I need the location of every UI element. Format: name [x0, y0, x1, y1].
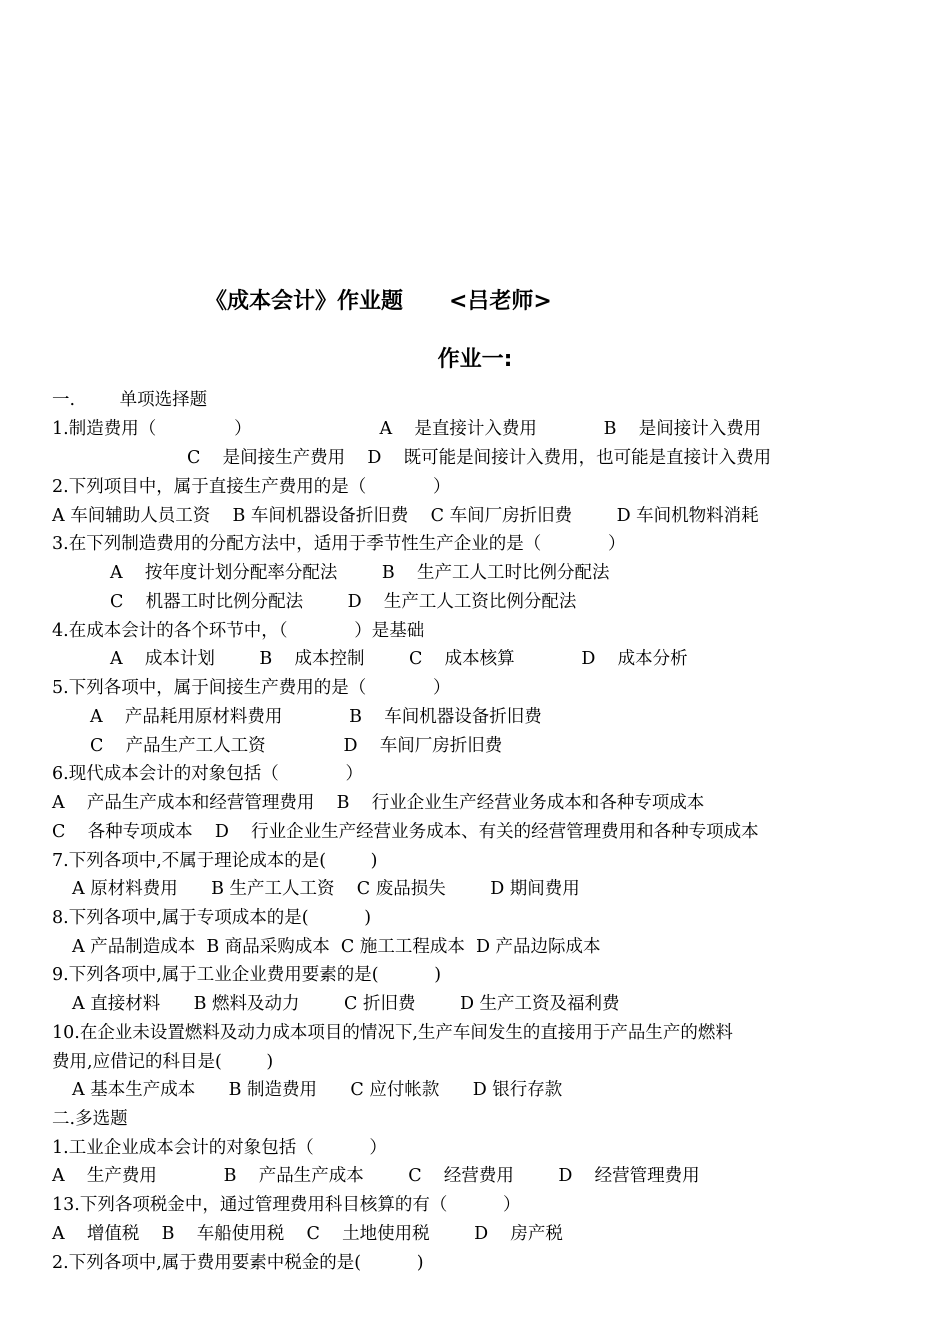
- option-line: A 直接材料 B 燃料及动力 C 折旧费 D 生产工资及福利费: [72, 994, 620, 1014]
- option-line: A 增值税 B 车船使用税 C 土地使用税 D 房产税: [52, 1224, 563, 1244]
- assignment-heading: 作业一:: [437, 347, 513, 372]
- question-line: 7.下列各项中,不属于理论成本的是( ): [52, 851, 378, 871]
- option-line: A 基本生产成本 B 制造费用 C 应付帐款 D 银行存款: [72, 1080, 563, 1100]
- section-heading-multiple-choice: 二.多选题: [52, 1109, 128, 1129]
- option-line: C 机器工时比例分配法 D 生产工人工资比例分配法: [110, 592, 577, 612]
- question-line: 2.下列各项中,属于费用要素中税金的是( ): [52, 1253, 424, 1273]
- option-line: A 车间辅助人员工资 B 车间机器设备折旧费 C 车间厂房折旧费 D 车间机物料消耗: [52, 506, 759, 526]
- option-line: C 是间接生产费用 D 既可能是间接计入费用，也可能是直接计入费用: [187, 448, 772, 468]
- section-heading-single-choice: 一. 单项选择题: [52, 390, 208, 410]
- question-line: 3.在下列制造费用的分配方法中，适用于季节性生产企业的是（ ）: [52, 534, 626, 554]
- question-line: 10.在企业未设置燃料及动力成本项目的情况下,生产车间发生的直接用于产品生产的燃料: [52, 1023, 733, 1043]
- question-line: 2.下列项目中，属于直接生产费用的是（ ）: [52, 477, 451, 497]
- document-title: 《成本会计》作业题 <吕老师>: [205, 289, 552, 314]
- option-line: C 各种专项成本 D 行业企业生产经营业务成本、有关的经营管理费用和各种专项成本: [52, 822, 759, 842]
- option-line: A 按年度计划分配率分配法 B 生产工人工时比例分配法: [110, 563, 610, 583]
- question-line: 1.制造费用（ ） A 是直接计入费用 B 是间接计入费用: [52, 419, 762, 439]
- question-line: 8.下列各项中,属于专项成本的是( ): [52, 908, 372, 928]
- question-line: 5.下列各项中，属于间接生产费用的是（ ）: [52, 678, 451, 698]
- question-line: 6.现代成本会计的对象包括（ ）: [52, 764, 363, 784]
- option-line: A 产品生产成本和经营管理费用 B 行业企业生产经营业务成本和各种专项成本: [52, 793, 705, 813]
- question-line-continued: 费用,应借记的科目是( ): [52, 1052, 274, 1072]
- option-line: A 原材料费用 B 生产工人工资 C 废品损失 D 期间费用: [72, 879, 580, 899]
- option-line: A 成本计划 B 成本控制 C 成本核算 D 成本分析: [110, 649, 688, 669]
- option-line: C 产品生产工人工资 D 车间厂房折旧费: [90, 736, 503, 756]
- option-line: A 产品耗用原材料费用 B 车间机器设备折旧费: [90, 707, 542, 727]
- option-line: A 生产费用 B 产品生产成本 C 经营费用 D 经营管理费用: [52, 1166, 700, 1186]
- question-line: 13.下列各项税金中，通过管理费用科目核算的有（ ）: [52, 1195, 521, 1215]
- question-line: 1.工业企业成本会计的对象包括（ ）: [52, 1138, 387, 1158]
- question-line: 9.下列各项中,属于工业企业费用要素的是( ): [52, 965, 442, 985]
- question-line: 4.在成本会计的各个环节中，（ ）是基础: [52, 621, 425, 641]
- option-line: A 产品制造成本 B 商品采购成本 C 施工工程成本 D 产品边际成本: [72, 937, 601, 957]
